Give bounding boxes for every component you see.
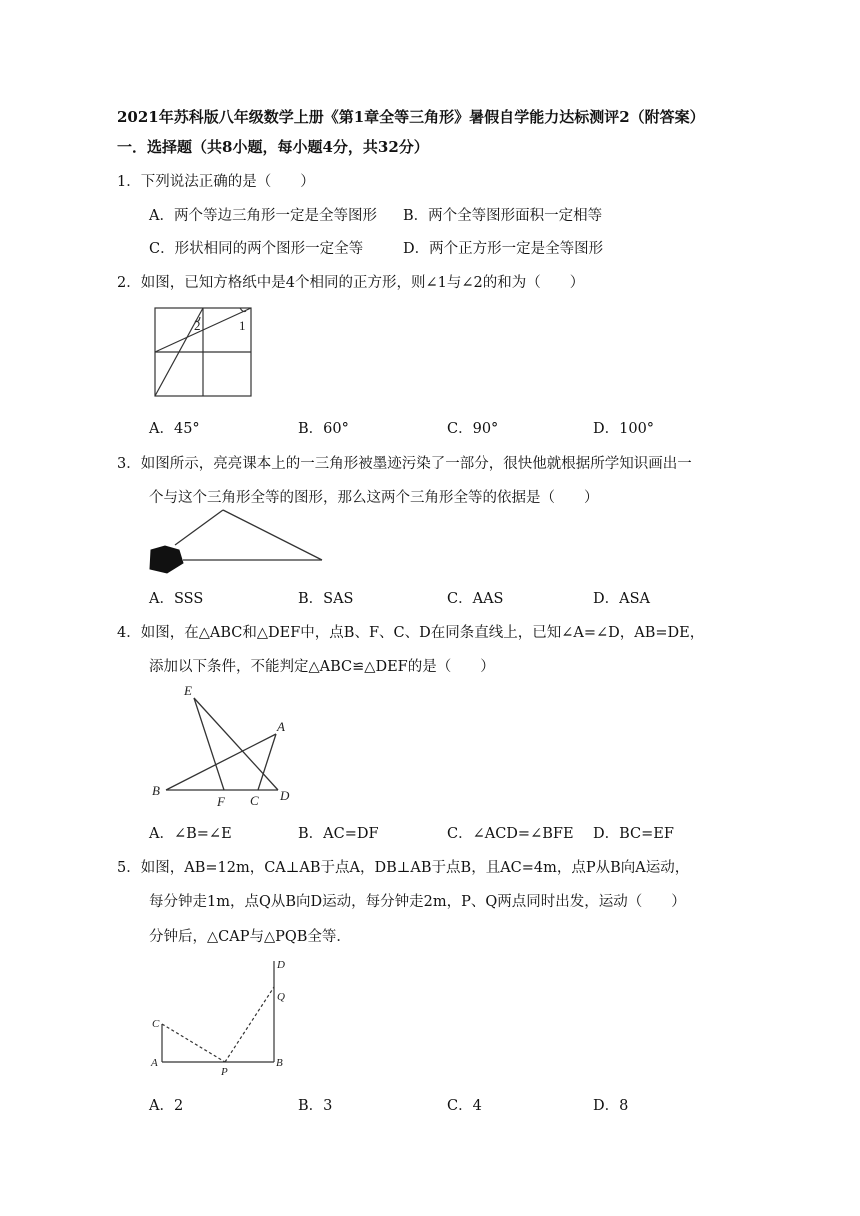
q1-option-d: D．两个正方形一定是全等图形 <box>403 241 604 257</box>
q1-option-b: B．两个全等图形面积一定相等 <box>403 208 603 224</box>
q5-label-d: D <box>277 959 285 971</box>
q4-label-d: D <box>280 788 290 803</box>
doc-title: 2021年苏科版八年级数学上册《第1章全等三角形》暑假自学能力达标测评2（附答案） <box>117 108 705 126</box>
q5-option-c: C．4 <box>447 1098 482 1114</box>
q5-option-b: B．3 <box>298 1098 333 1114</box>
q5-stem-line3: 分钟后，△CAP与△PQB全等． <box>149 929 351 945</box>
q3-option-a: A．SSS <box>149 591 204 607</box>
q4-option-d: D．BC=EF <box>593 826 674 842</box>
q5-label-a: A <box>151 1057 158 1069</box>
q2-option-b: B．60° <box>298 421 349 437</box>
ink-blot <box>150 546 183 573</box>
q4-stem-line1: 4．如图，在△ABC和△DEF中，点B、F、C、D在同条直线上，已知∠A=∠D，AB=DE， <box>117 625 705 641</box>
q2-stem: 2．如图，已知方格纸中是4个相同的正方形，则∠1与∠2的和为（ ） <box>117 275 585 291</box>
q3-stem-line2: 个与这个三角形全等的图形，那么这两个三角形全等的依据是（ ） <box>149 490 599 506</box>
q3-option-d: D．ASA <box>593 591 651 607</box>
q5-label-q: Q <box>277 991 285 1003</box>
q5-label-p: P <box>221 1066 228 1078</box>
q4-label-b: B <box>152 783 160 798</box>
q4-label-a: A <box>277 719 285 734</box>
q4-option-a: A．∠B=∠E <box>149 826 232 842</box>
q4-label-c: C <box>250 793 259 808</box>
q5-stem-line2: 每分钟走1m，点Q从B向D运动，每分钟走2m，P、Q两点同时出发，运动（ ） <box>149 894 686 910</box>
section-heading: 一．选择题（共8小题，每小题4分，共32分） <box>117 138 429 156</box>
q2-grid-figure <box>150 305 260 400</box>
q2-option-c: C．90° <box>447 421 499 437</box>
q4-option-c: C．∠ACD=∠BFE <box>447 826 574 842</box>
q4-triangles-figure <box>148 682 308 810</box>
q5-option-a: A．2 <box>149 1098 184 1114</box>
q1-stem: 1．下列说法正确的是（ ） <box>117 174 315 190</box>
q5-stem-line1: 5．如图，AB=12m，CA⊥AB于点A，DB⊥AB于点B，且AC=4m，点P从B向A运动， <box>117 860 690 876</box>
q1-option-a: A．两个等边三角形一定是全等图形 <box>149 208 377 224</box>
q5-label-c: C <box>152 1018 160 1030</box>
q3-inked-triangle-figure <box>145 505 330 580</box>
q3-option-b: B．SAS <box>298 591 354 607</box>
q2-angle-label-2: 2 <box>194 318 201 333</box>
q2-option-a: A．45° <box>149 421 200 437</box>
q3-stem-line1: 3．如图所示，亮亮课本上的一三角形被墨迹污染了一部分，很快他就根据所学知识画出一 <box>117 456 692 472</box>
q5-label-b: B <box>276 1057 283 1069</box>
q4-stem-line2: 添加以下条件，不能判定△ABC≌△DEF的是（ ） <box>149 659 495 675</box>
q5-option-d: D．8 <box>593 1098 629 1114</box>
q2-angle-label-1: 1 <box>239 318 246 333</box>
q4-label-e: E <box>184 683 192 698</box>
q4-label-f: F <box>217 794 225 809</box>
q5-moving-points-figure <box>148 955 298 1077</box>
q1-option-c: C．形状相同的两个图形一定全等 <box>149 241 364 257</box>
q3-option-c: C．AAS <box>447 591 504 607</box>
q4-option-b: B．AC=DF <box>298 826 379 842</box>
q2-option-d: D．100° <box>593 421 655 437</box>
